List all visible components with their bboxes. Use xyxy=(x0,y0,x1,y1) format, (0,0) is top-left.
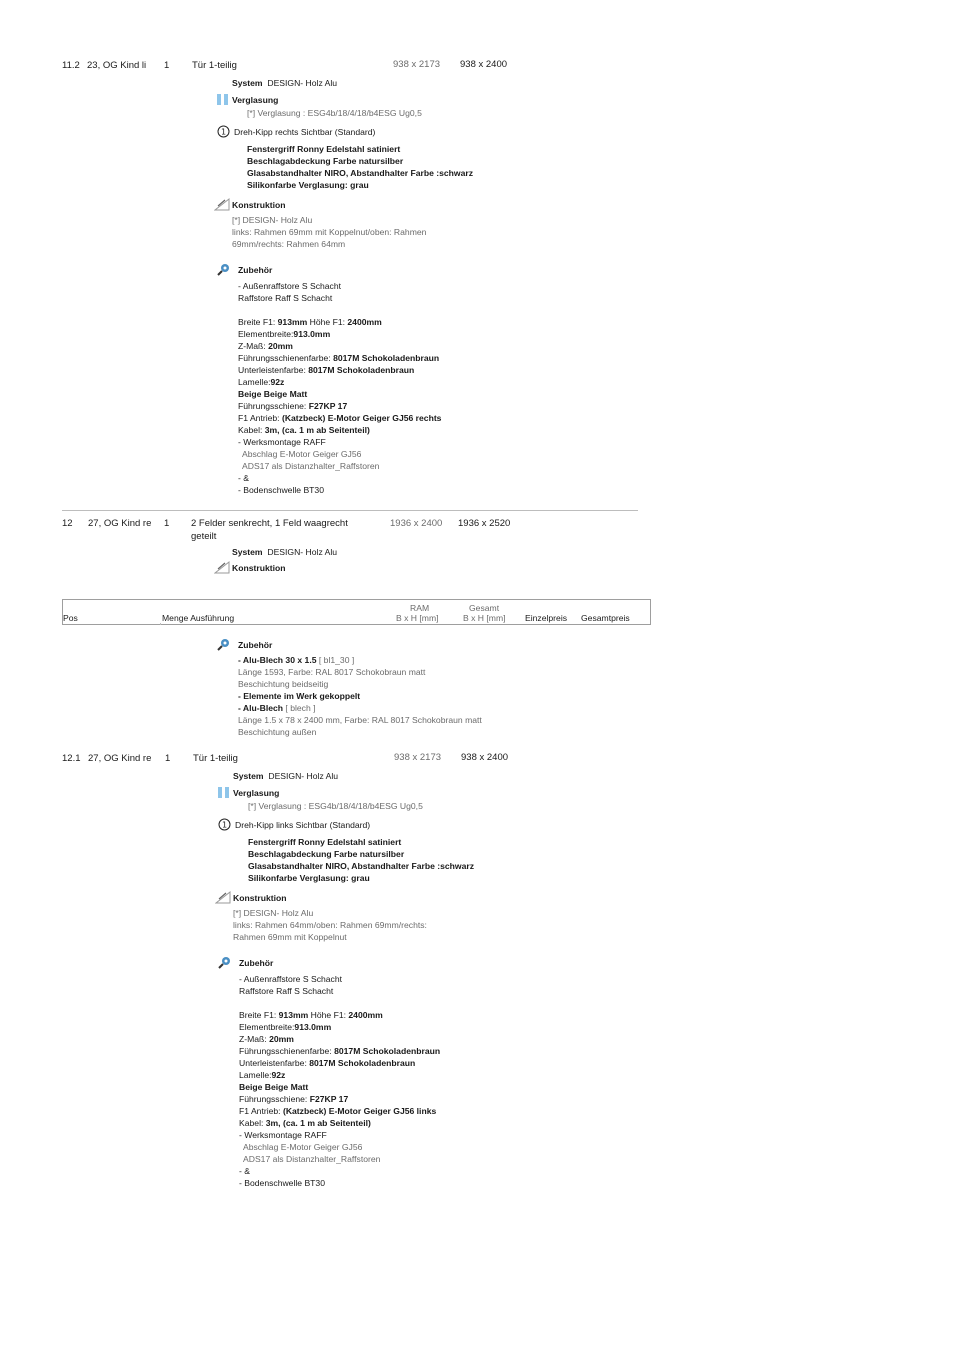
element-width-line: Elementbreite:913.0mm xyxy=(239,1022,332,1032)
quantity: 1 xyxy=(164,60,170,71)
spacer-line: ADS17 als Distanzhalter_Raffstoren xyxy=(243,1154,381,1164)
guide-rail-line: Führungsschiene: F27KP 17 xyxy=(238,401,348,411)
glazing-icon xyxy=(216,93,230,106)
header-pos: Pos xyxy=(63,613,78,623)
construction-details xyxy=(232,214,426,250)
opening-type: Dreh-Kipp rechts Sichtbar (Standard) xyxy=(234,127,376,137)
accessory-line: Raffstore Raff S Schacht xyxy=(239,986,334,996)
hardware-list xyxy=(248,836,474,884)
construction-icon xyxy=(214,560,230,574)
opening-number-icon xyxy=(217,125,230,138)
cable-line: Kabel: 3m, (ca. 1 m ab Seitenteil) xyxy=(239,1118,371,1128)
width-height-line: Breite F1: 913mm Höhe F1: 2400mm xyxy=(239,1010,383,1020)
header-einzelpreis: Einzelpreis xyxy=(525,613,568,623)
accessories-details xyxy=(238,654,482,738)
ampersand-line: - & xyxy=(239,1166,250,1176)
total-size: 1936 x 2520 xyxy=(458,518,511,529)
opening-type: Dreh-Kipp links Sichtbar (Standard) xyxy=(235,820,371,830)
deduction-line: Abschlag E-Motor Geiger GJ56 xyxy=(242,449,362,459)
slat-line: Lamelle:92z xyxy=(239,1070,286,1080)
construction-line: links: Rahmen 64mm/oben: Rahmen 69mm/rechts: xyxy=(233,920,427,930)
ampersand-line: - & xyxy=(238,473,249,483)
construction-details xyxy=(233,907,427,943)
opening-number-icon xyxy=(218,818,231,831)
bottom-rail-color-line: Unterleistenfarbe: 8017M Schokoladenbraun xyxy=(238,365,415,375)
construction-label: Konstruktion xyxy=(232,200,286,210)
z-dimension-line: Z-Maß: 20mm xyxy=(238,341,293,351)
guide-rail-line: Führungsschiene: F27KP 17 xyxy=(239,1094,349,1104)
spacer-line: ADS17 als Distanzhalter_Raffstoren xyxy=(242,461,380,471)
construction-label: Konstruktion xyxy=(233,893,287,903)
execution: Tür 1-teilig xyxy=(192,60,237,71)
accessory-line: - Alu-Blech 30 x 1.5 [ bl1_30 ] xyxy=(238,655,355,665)
hardware-item: Glasabstandhalter NIRO, Abstandhalter Farbe :schwarz xyxy=(247,168,474,178)
element-width-line: Elementbreite:913.0mm xyxy=(238,329,331,339)
rail-color-line: Führungsschienenfarbe: 8017M Schokoladenbraun xyxy=(239,1046,441,1056)
hardware-item: Beschlagabdeckung Farbe natursilber xyxy=(247,156,404,166)
header-menge-ausfuehrung: Menge Ausführung xyxy=(162,613,235,623)
header-gesamt-dims: B x H [mm] xyxy=(463,613,506,623)
accessory-line: Länge 1593, Farbe: RAL 8017 Schokobraun matt xyxy=(238,667,426,677)
total-size: 938 x 2400 xyxy=(460,59,508,70)
room: 23, OG Kind li xyxy=(87,60,147,71)
header-tick xyxy=(160,623,161,625)
factory-mounting-line: - Werksmontage RAFF xyxy=(238,437,326,447)
z-dimension-line: Z-Maß: 20mm xyxy=(239,1034,294,1044)
accessories-details xyxy=(238,280,441,496)
system-line xyxy=(232,546,337,558)
system-value: DESIGN- Holz Alu xyxy=(268,771,339,781)
construction-line: 69mm/rechts: Rahmen 64mm xyxy=(232,239,346,249)
accessory-line: - Elemente im Werk gekoppelt xyxy=(238,691,361,701)
glazing-icon xyxy=(217,786,231,799)
accessory-line: Beschichtung beidseitig xyxy=(238,679,329,689)
system-line xyxy=(233,770,338,782)
room: 27, OG Kind re xyxy=(88,518,152,529)
factory-mounting-line: - Werksmontage RAFF xyxy=(239,1130,327,1140)
pos-number: 11.2 xyxy=(62,60,80,71)
accessory-line: - Alu-Blech [ blech ] xyxy=(238,703,316,713)
execution-line-1: 2 Felder senkrecht, 1 Feld waagrecht xyxy=(191,518,348,529)
system-label: System xyxy=(232,547,263,557)
hardware-item: Silikonfarbe Verglasung: grau xyxy=(248,873,370,883)
svg-text:1: 1 xyxy=(220,127,227,137)
accessory-line: Raffstore Raff S Schacht xyxy=(238,293,333,303)
system-value: DESIGN- Holz Alu xyxy=(267,547,338,557)
glazing-value: [*] Verglasung : ESG4b/18/4/18/b4ESG Ug0,5 xyxy=(247,108,422,118)
construction-icon xyxy=(214,197,230,211)
accessory-line: - Außenraffstore S Schacht xyxy=(239,974,343,984)
cable-line: Kabel: 3m, (ca. 1 m ab Seitenteil) xyxy=(238,425,370,435)
width-height-line: Breite F1: 913mm Höhe F1: 2400mm xyxy=(238,317,382,327)
bottom-rail-color-line: Unterleistenfarbe: 8017M Schokoladenbraun xyxy=(239,1058,416,1068)
execution: Tür 1-teilig xyxy=(193,753,238,764)
construction-icon xyxy=(215,890,231,904)
system-label: System xyxy=(233,771,264,781)
divider xyxy=(62,510,638,511)
accessories-label: Zubehör xyxy=(239,958,274,968)
header-gesamtpreis: Gesamtpreis xyxy=(581,613,630,623)
glazing-label: Verglasung xyxy=(232,95,279,105)
system-label: System xyxy=(232,78,263,88)
construction-label: Konstruktion xyxy=(232,563,286,573)
glazing-label: Verglasung xyxy=(233,788,280,798)
rail-color-line: Führungsschienenfarbe: 8017M Schokoladenbraun xyxy=(238,353,440,363)
hardware-item: Glasabstandhalter NIRO, Abstandhalter Farbe :schwarz xyxy=(248,861,475,871)
accessories-details xyxy=(239,973,440,1189)
hardware-item: Beschlagabdeckung Farbe natursilber xyxy=(248,849,405,859)
accessories-icon xyxy=(217,263,230,276)
header-gesamt: Gesamt xyxy=(469,603,500,613)
drive-line: F1 Antrieb: (Katzbeck) E-Motor Geiger GJ56 rechts xyxy=(238,413,442,423)
glazing-value: [*] Verglasung : ESG4b/18/4/18/b4ESG Ug0,5 xyxy=(248,801,423,811)
slat-color-line: Beige Beige Matt xyxy=(238,389,308,399)
svg-text:1: 1 xyxy=(221,820,228,830)
threshold-line: - Bodenschwelle BT30 xyxy=(238,485,324,495)
deduction-line: Abschlag E-Motor Geiger GJ56 xyxy=(243,1142,363,1152)
quantity: 1 xyxy=(165,753,171,764)
header-ram: RAM xyxy=(410,603,430,613)
threshold-line: - Bodenschwelle BT30 xyxy=(239,1178,325,1188)
hardware-item: Silikonfarbe Verglasung: grau xyxy=(247,180,369,190)
hardware-list xyxy=(247,143,473,191)
pos-number: 12 xyxy=(62,518,73,529)
accessories-icon xyxy=(217,638,230,651)
quantity: 1 xyxy=(164,518,170,529)
system-value: DESIGN- Holz Alu xyxy=(267,78,338,88)
execution-line-2: geteilt xyxy=(191,531,217,542)
accessory-line: Länge 1.5 x 78 x 2400 mm, Farbe: RAL 8017 Schokobraun matt xyxy=(238,715,482,725)
slat-line: Lamelle:92z xyxy=(238,377,285,387)
accessories-label: Zubehör xyxy=(238,265,273,275)
ram-size: 938 x 2173 xyxy=(394,752,442,763)
total-size: 938 x 2400 xyxy=(461,752,509,763)
construction-line: [*] DESIGN- Holz Alu xyxy=(232,215,313,225)
accessory-line: Beschichtung außen xyxy=(238,727,317,737)
accessories-label: Zubehör xyxy=(238,640,273,650)
construction-line: Rahmen 69mm mit Koppelnut xyxy=(233,932,347,942)
construction-line: links: Rahmen 69mm mit Koppelnut/oben: Rahmen xyxy=(232,227,427,237)
drive-line: F1 Antrieb: (Katzbeck) E-Motor Geiger GJ56 links xyxy=(239,1106,437,1116)
ram-size: 1936 x 2400 xyxy=(390,518,443,529)
system-line xyxy=(232,77,337,89)
room: 27, OG Kind re xyxy=(88,753,152,764)
header-ram-dims: B x H [mm] xyxy=(396,613,439,623)
accessory-line: - Außenraffstore S Schacht xyxy=(238,281,342,291)
construction-line: [*] DESIGN- Holz Alu xyxy=(233,908,314,918)
ram-size: 938 x 2173 xyxy=(393,59,441,70)
hardware-item: Fenstergriff Ronny Edelstahl satiniert xyxy=(248,837,402,847)
pos-number: 12.1 xyxy=(62,753,81,764)
accessories-icon xyxy=(218,956,231,969)
slat-color-line: Beige Beige Matt xyxy=(239,1082,309,1092)
hardware-item: Fenstergriff Ronny Edelstahl satiniert xyxy=(247,144,401,154)
